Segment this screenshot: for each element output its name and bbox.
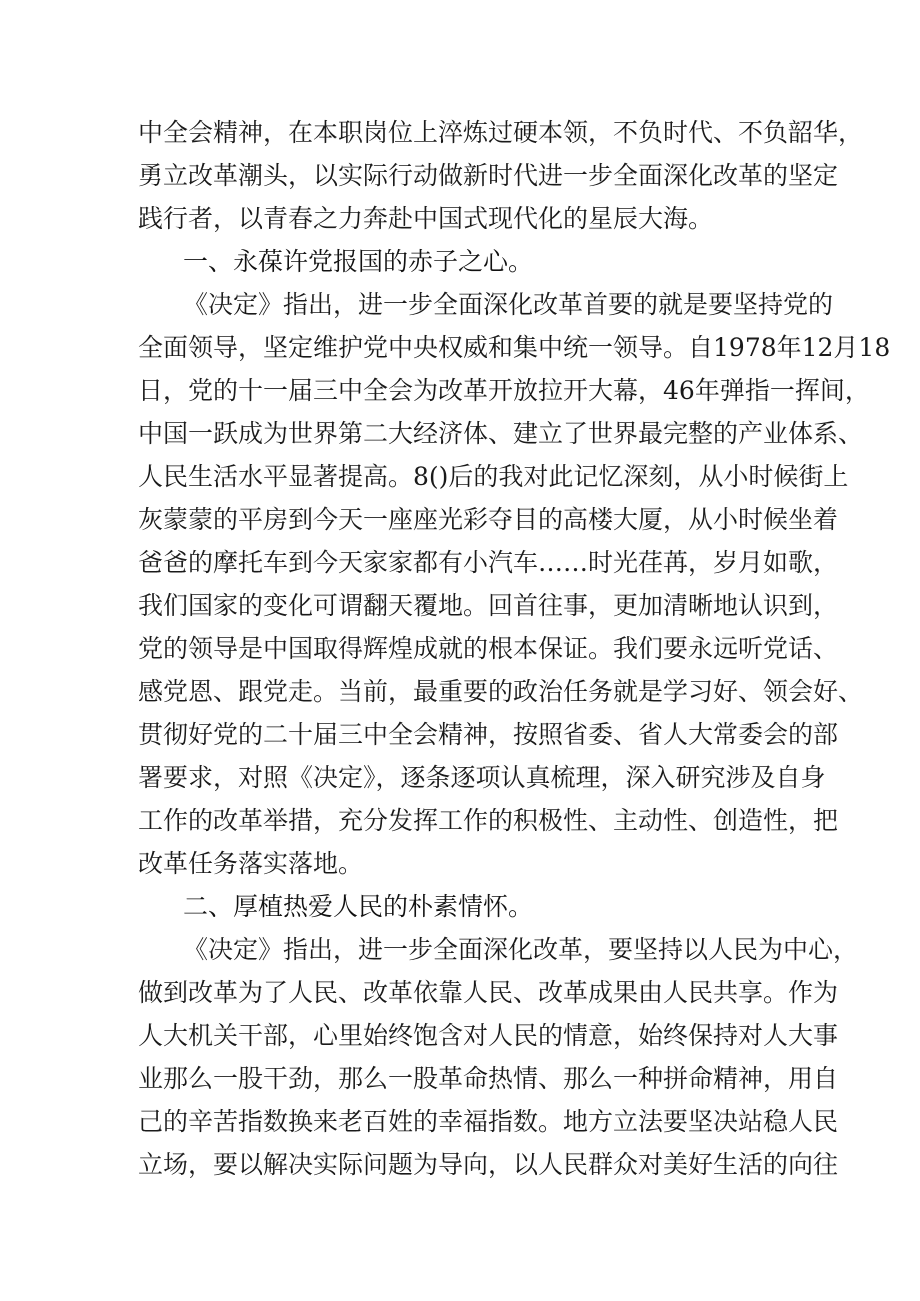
paragraph-line: 贯彻好党的二十届三中全会精神，按照省委、省人大常委会的部 bbox=[138, 720, 839, 749]
paragraph-line: 署要求，对照《决定》，逐条逐项认真梳理，深入研究涉及自身 bbox=[138, 763, 826, 792]
paragraph-line: 中全会精神，在本职岗位上淬炼过硬本领，不负时代、不负韶华， bbox=[138, 118, 864, 147]
paragraph-line: 工作的改革举措，充分发挥工作的积极性、主动性、创造性，把 bbox=[138, 806, 839, 835]
paragraph-line: 立场，要以解决实际问题为导向，以人民群众对美好生活的向往 bbox=[138, 1150, 839, 1179]
paragraph-line: 感党恩、跟党走。当前，最重要的政治任务就是学习好、领会好、 bbox=[138, 677, 864, 706]
paragraph-line: 践行者，以青春之力奔赴中国式现代化的星辰大海。 bbox=[138, 204, 714, 233]
paragraph-line: 党的领导是中国取得辉煌成就的根本保证。我们要永远听党话、 bbox=[138, 634, 839, 663]
paragraph-line: 做到改革为了人民、改革依靠人民、改革成果由人民共享。作为 bbox=[138, 978, 839, 1007]
paragraph-line: 《决定》指出，进一步全面深化改革，要坚持以人民为中心， bbox=[183, 935, 859, 964]
section-heading-1: 一、永葆许党报国的赤子之心。 bbox=[183, 247, 534, 276]
paragraph-line: 全面领导，坚定维护党中央权威和集中统一领导。自1978年12月18 bbox=[138, 333, 891, 362]
paragraph-line: 爸爸的摩托车到今天家家都有小汽车……时光荏苒，岁月如歌， bbox=[138, 548, 839, 577]
paragraph-line: 人民生活水平显著提高。8()后的我对此记忆深刻，从小时候街上 bbox=[138, 462, 849, 491]
section-heading-2: 二、厚植热爱人民的朴素情怀。 bbox=[183, 892, 534, 921]
paragraph-line: 中国一跃成为世界第二大经济体、建立了世界最完整的产业体系、 bbox=[138, 419, 864, 448]
paragraph-line: 灰蒙蒙的平房到今天一座座光彩夺目的高楼大厦，从小时候坐着 bbox=[138, 505, 839, 534]
paragraph-line: 勇立改革潮头，以实际行动做新时代进一步全面深化改革的坚定 bbox=[138, 161, 839, 190]
paragraph-line: 人大机关干部，心里始终饱含对人民的情意，始终保持对人大事 bbox=[138, 1021, 839, 1050]
paragraph-line: 《决定》指出，进一步全面深化改革首要的就是要坚持党的 bbox=[183, 290, 834, 319]
paragraph-line: 业那么一股干劲，那么一股革命热情、那么一种拼命精神，用自 bbox=[138, 1064, 839, 1093]
paragraph-line: 改革任务落实落地。 bbox=[138, 849, 364, 878]
paragraph-line: 我们国家的变化可谓翻天覆地。回首往事，更加清晰地认识到， bbox=[138, 591, 839, 620]
paragraph-line: 己的辛苦指数换来老百姓的幸福指数。地方立法要坚决站稳人民 bbox=[138, 1107, 839, 1136]
paragraph-line: 日，党的十一届三中全会为改革开放拉开大幕，46年弹指一挥间， bbox=[138, 376, 870, 405]
